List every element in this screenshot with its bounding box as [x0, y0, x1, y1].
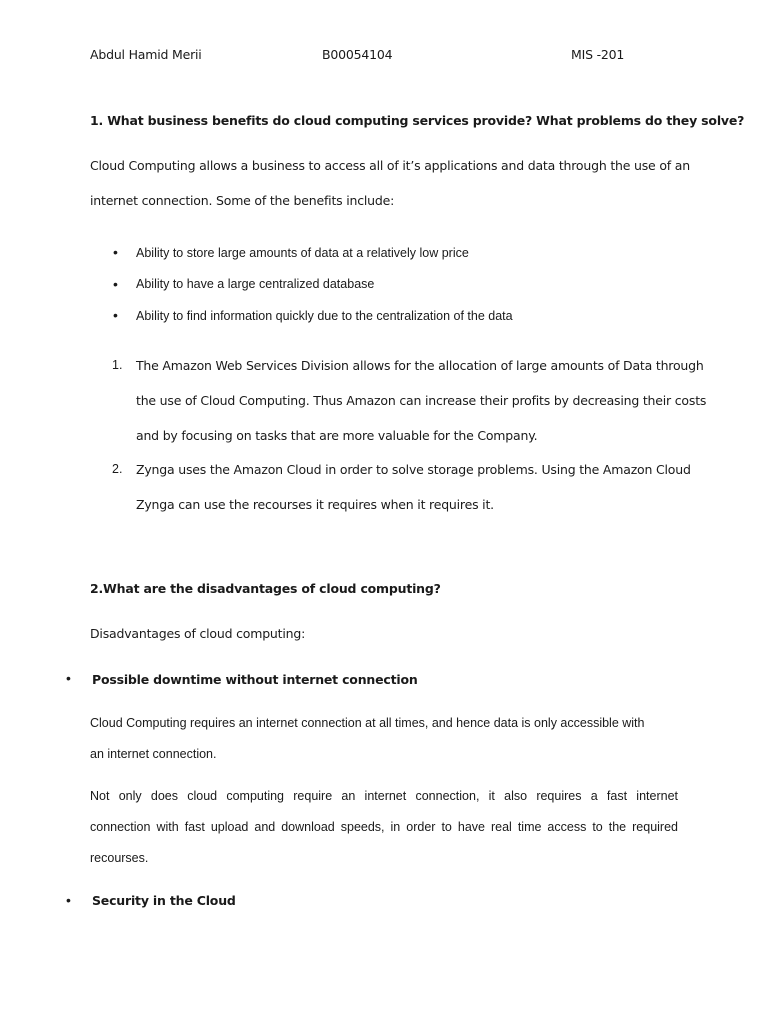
question-1: 1. What business benefits do cloud computing services provide? What problems do they solve?: [90, 113, 745, 128]
para-1-line-1: Cloud Computing requires an internet connection at all times, and hence data is only accessible with: [90, 716, 645, 730]
bullet-icon: •: [66, 892, 71, 908]
q1-intro-line-1: Cloud Computing allows a business to access all of it’s applications and data through the use of an: [90, 158, 690, 173]
bullet-icon: •: [113, 244, 118, 260]
student-id: B00054104: [322, 47, 393, 62]
numbered-item-2-line-2: Zynga can use the recourses it requires when it requires it.: [136, 497, 494, 512]
para-2-line-1: Not only does cloud computing require an internet connection, it also requires a fast internet: [90, 789, 678, 803]
q1-intro-line-2: internet connection. Some of the benefits include:: [90, 193, 395, 208]
list-number: 1.: [112, 358, 123, 372]
bullet-icon: •: [66, 670, 71, 686]
list-number: 2.: [112, 462, 123, 476]
para-2-line-3: recourses.: [90, 851, 149, 865]
numbered-item-1-line-3: and by focusing on tasks that are more valuable for the Company.: [136, 428, 538, 443]
q2-subheading: Disadvantages of cloud computing:: [90, 626, 306, 641]
numbered-item-2-line-1: Zynga uses the Amazon Cloud in order to solve storage problems. Using the Amazon Cloud: [136, 462, 691, 477]
bullet-icon: •: [113, 276, 118, 292]
course-code: MIS -201: [571, 47, 625, 62]
question-2: 2.What are the disadvantages of cloud computing?: [90, 581, 441, 596]
numbered-item-1-line-2: the use of Cloud Computing. Thus Amazon can increase their profits by decreasing their costs: [136, 393, 707, 408]
disadvantage-title-1: Possible downtime without internet connection: [92, 672, 418, 687]
disadvantage-title-2: Security in the Cloud: [92, 893, 236, 908]
para-2-line-2: connection with fast upload and download speeds, in order to have real time access to the required: [90, 820, 678, 834]
bullet-icon: •: [113, 307, 118, 323]
para-1-line-2: an internet connection.: [90, 747, 217, 761]
author-name: Abdul Hamid Merii: [90, 47, 202, 62]
benefit-item: Ability to store large amounts of data at a relatively low price: [136, 246, 469, 260]
benefit-item: Ability to find information quickly due to the centralization of the data: [136, 309, 513, 323]
numbered-item-1-line-1: The Amazon Web Services Division allows for the allocation of large amounts of Data through: [136, 358, 704, 373]
benefit-item: Ability to have a large centralized database: [136, 277, 375, 291]
